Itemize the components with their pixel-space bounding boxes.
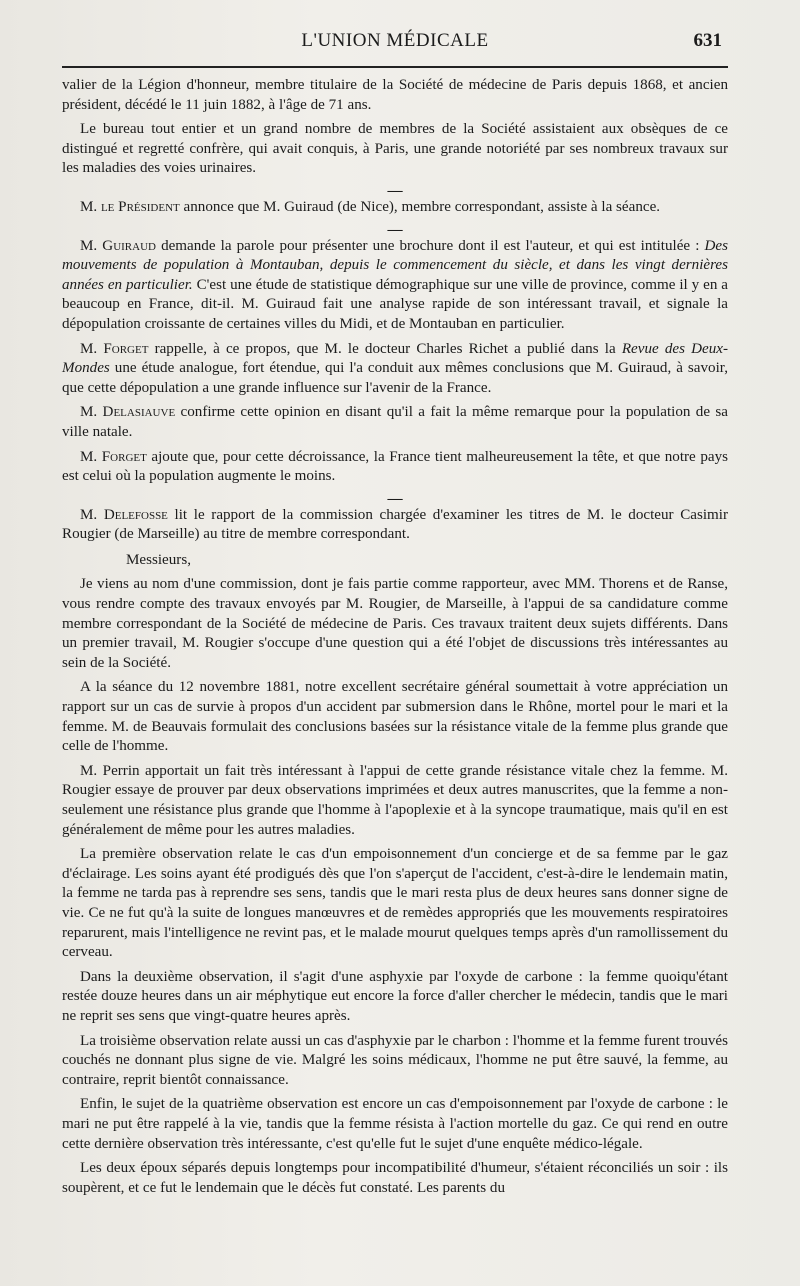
paragraph: Je viens au nom d'une commission, dont je fais partie comme rapporteur, avec MM. Thorens et de Ranse, vous rendre compte des travaux envoyés par M. Rougier, de Marseille, à l'appui de sa candidature comme membre correspondant de la Société de médecine de Paris. Ces travaux traitent deux sujets différents. Dans un premier travail, M. Rougier s'occupe d'une question qui a été l'objet de discussions très intéressantes au sein de la Société.: [62, 576, 728, 671]
speaker-name: M. Guiraud: [80, 237, 156, 254]
paragraph: Les deux époux séparés depuis longtemps pour incompatibilité d'humeur, s'étaient réconciliés un soir : ils soupèrent, et ce fut le lendemain que le décès fut constaté. Les parents du: [62, 1160, 728, 1196]
paragraph: valier de la Légion d'honneur, membre titulaire de la Société de médecine de Paris depuis 1868, et ancien président, décédé le 11 juin 1882, à l'âge de 71 ans.: [62, 77, 728, 113]
paragraph: [62, 237, 728, 335]
speaker-name: M. le Président: [80, 198, 180, 215]
section-separator: —: [387, 182, 403, 199]
paragraph: M. Perrin apportait un fait très intéressant à l'appui de cette grande résistance vitale chez la femme. M. Rougier essaye de prouver par deux observations imprimées et deux autres manuscrites, que la femme a non-seulement une résistance plus grande que l'homme à l'apoplexie et à la syncope traumatique, mais qu'il en est généralement de même pour les autres maladies.: [62, 762, 728, 838]
speaker-name: M. Forget: [80, 340, 149, 357]
paragraph-text: lit le rapport de la commission chargée d'examiner les titres de M. le docteur Casimir Rougier (de Marseille) au titre de membre correspondant.: [62, 506, 728, 543]
paragraph-text: ajoute que, pour cette décroissance, la France tient malheureusement la tête, et que notre pays est celui où la population augmente le moins.: [62, 448, 728, 485]
paragraph-text: demande la parole pour présenter une brochure dont il est l'auteur, et qui est intitulée :: [155, 237, 705, 254]
paragraph: Enfin, le sujet de la quatrième observation est encore un cas d'empoisonnement par l'oxyde de carbone : le mari ne put être rappelé à la vie, tandis que la femme résista à l'action mortelle du gaz. Ce qui rend en outre cette dernière observation très intéressante, c'est qu'elle fut le sujet d'une enquête médico-légale.: [62, 1096, 728, 1152]
paragraph-text: rappelle, à ce propos, que M. le docteur Charles Richet a publié dans la: [148, 340, 622, 357]
paragraph: [62, 506, 728, 545]
page-number: 631: [693, 30, 722, 51]
section-separator: —: [387, 490, 403, 507]
journal-title: Revue des Deux-Mondes: [62, 340, 729, 377]
paragraph: [62, 448, 728, 487]
running-title: L'UNION MÉDICALE: [301, 30, 489, 51]
speaker-name: M. Delasiauve: [80, 404, 176, 421]
speaker-name: M. Delefosse: [80, 506, 168, 523]
header-rule: [62, 66, 728, 68]
paragraph-text: confirme cette opinion en disant qu'il a fait la même remarque pour la population de sa ville natale.: [62, 404, 728, 440]
paragraph: Dans la deuxième observation, il s'agit d'une asphyxie par l'oxyde de carbone : la femme quoiqu'étant restée douze heures dans un air méphytique eut encore la force d'aller chercher le médecin, tandis que le mari ne reprit ses sens que vingt-quatre heures après.: [62, 968, 728, 1024]
page-header: [62, 26, 728, 60]
article-body: [62, 76, 728, 1198]
salutation: Messieurs,: [126, 551, 191, 568]
paragraph-text: C'est une étude de statistique démographique sur une ville de province, comme il y en a beaucoup en France, dit-il. M. Guiraud fait une analyse rapide de son intéressant travail, et signale la dépopulation croissante de certaines villes du Midi, et de Montauban en particulier.: [62, 276, 728, 332]
paragraph: [62, 198, 728, 218]
paragraph: La troisième observation relate aussi un cas d'asphyxie par le charbon : l'homme et la femme furent trouvés couchés ne donnant plus signe de vie. Malgré les soins médicaux, l'homme ne put être sauvé, la femme, au contraire, reprit bientôt connaissance.: [62, 1032, 728, 1088]
paragraph: Le bureau tout entier et un grand nombre de membres de la Société assistaient aux obsèques de ce distingué et regretté confrère, qui avait conquis, à Paris, une grande notoriété par ses nombreux travaux sur les maladies des voies urinaires.: [62, 121, 728, 177]
paragraph-text: annonce que M. Guiraud (de Nice), membre correspondant, assiste à la séance.: [179, 198, 661, 215]
paragraph: [62, 403, 728, 442]
paragraph: A la séance du 12 novembre 1881, notre excellent secrétaire général soumettait à votre appréciation un rapport sur un cas de survie à propos d'un accident par submersion dans le Rhône, mortel pour le mari et la femme. M. de Beauvais formulait des conclusions basées sur la résistance vitale de la femme plus grande que celle de l'homme.: [62, 679, 728, 755]
paragraph: [62, 340, 728, 399]
book-title: Des mouvements de population à Montauban, depuis le commencement du siècle, et dans les vingt dernières années en particulier.: [62, 237, 728, 293]
paragraph: La première observation relate le cas d'un empoisonnement d'un concierge et de sa femme par le gaz d'éclairage. Les soins ayant été prodigués dès que l'on s'aperçut de l'accident, c'est-à-dire le lendemain matin, la femme ne tarda pas à reprendre ses sens, tandis que le mari resta plus de deux heures sans donner signe de vie. Ce ne fut qu'à la suite de longues manœuvres et de remèdes appropriés que les mouvements respiratoires reparurent, mais l'intelligence ne revint pas, et le malade mourut quelques temps après d'un ramollissement du cerveau.: [62, 846, 728, 961]
paragraph-text: une étude analogue, fort étendue, qui l'a conduit aux mêmes conclusions que M. Guiraud, à savoir, que cette dépopulation a une grande influence sur l'avenir de la France.: [62, 360, 728, 396]
speaker-name: M. Forget: [80, 448, 147, 465]
section-separator: —: [387, 221, 403, 238]
